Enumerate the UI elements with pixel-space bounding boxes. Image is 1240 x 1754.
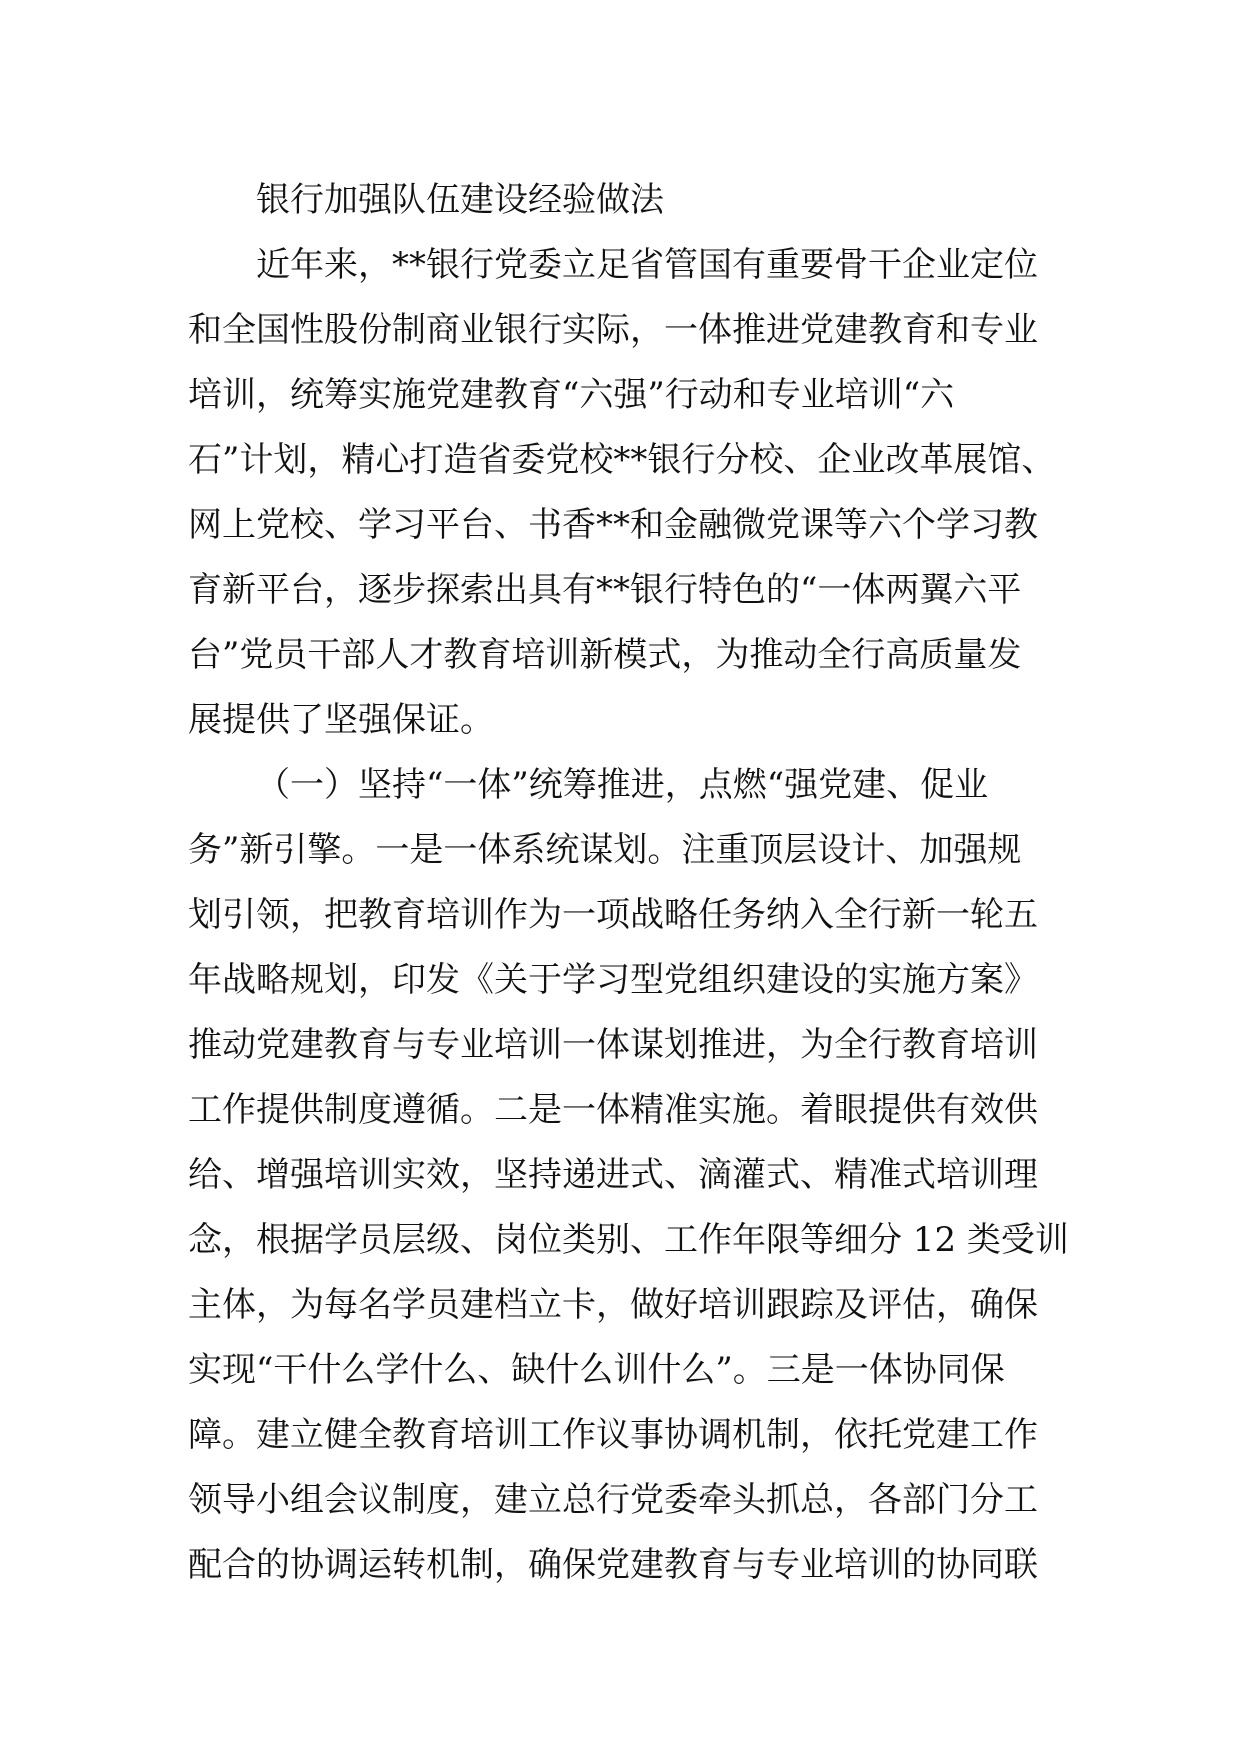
paragraph-line: 育新平台，逐步探索出具有**银行特色的“一体两翼六平: [188, 570, 1022, 610]
paragraph-line: 石”计划，精心打造省委党校**银行分校、企业改革展馆、: [188, 440, 1056, 480]
paragraph-line: 台”党员干部人才教育培训新模式，为推动全行高质量发: [188, 635, 1022, 675]
document-body: [188, 168, 1069, 1598]
paragraph-line: 网上党校、学习平台、书香**和金融微党课等六个学习教: [188, 505, 1038, 545]
paragraph-line: 和全国性股份制商业银行实际，一体推进党建教育和专业: [188, 310, 1038, 350]
paragraph-line: 领导小组会议制度，建立总行党委牵头抓总，各部门分工: [188, 1480, 1038, 1520]
paragraph-line: 给、增强培训实效，坚持递进式、滴灌式、精准式培训理: [188, 1155, 1038, 1195]
paragraph-line: 实现“干什么学什么、缺什么训什么”。三是一体协同保: [188, 1350, 1005, 1390]
paragraph-line: 划引领，把教育培训作为一项战略任务纳入全行新一轮五: [188, 895, 1038, 935]
paragraph-line: 务”新引擎。一是一体系统谋划。注重顶层设计、加强规: [188, 830, 1022, 870]
document-title: 银行加强队伍建设经验做法: [256, 180, 664, 220]
paragraph-line: 展提供了坚强保证。: [188, 700, 494, 740]
paragraph-line: 主体，为每名学员建档立卡，做好培训跟踪及评估，确保: [188, 1285, 1038, 1325]
paragraph-intro: [188, 233, 1058, 753]
paragraph-line: 配合的协调运转机制，确保党建教育与专业培训的协同联: [188, 1545, 1038, 1585]
paragraph-line: 年战略规划，印发《关于学习型党组织建设的实施方案》: [188, 960, 1038, 1000]
paragraph-line: 近年来，**银行党委立足省管国有重要骨干企业定位: [256, 245, 1038, 285]
paragraph-line: 推动党建教育与专业培训一体谋划推进，为全行教育培训: [188, 1025, 1038, 1065]
paragraph-line: 工作提供制度遵循。二是一体精准实施。着眼提供有效供: [188, 1090, 1038, 1130]
paragraph-line: 培训，统筹实施党建教育“六强”行动和专业培训“六: [188, 375, 955, 415]
paragraph-line: 障。建立健全教育培训工作议事协调机制，依托党建工作: [188, 1415, 1038, 1455]
paragraph-line: （一）坚持“一体”统筹推进，点燃“强党建、促业: [256, 765, 989, 805]
paragraph-line: 念，根据学员层级、岗位类别、工作年限等细分 12 类受训: [188, 1220, 1069, 1260]
paragraph-section-one: [188, 753, 1069, 1598]
